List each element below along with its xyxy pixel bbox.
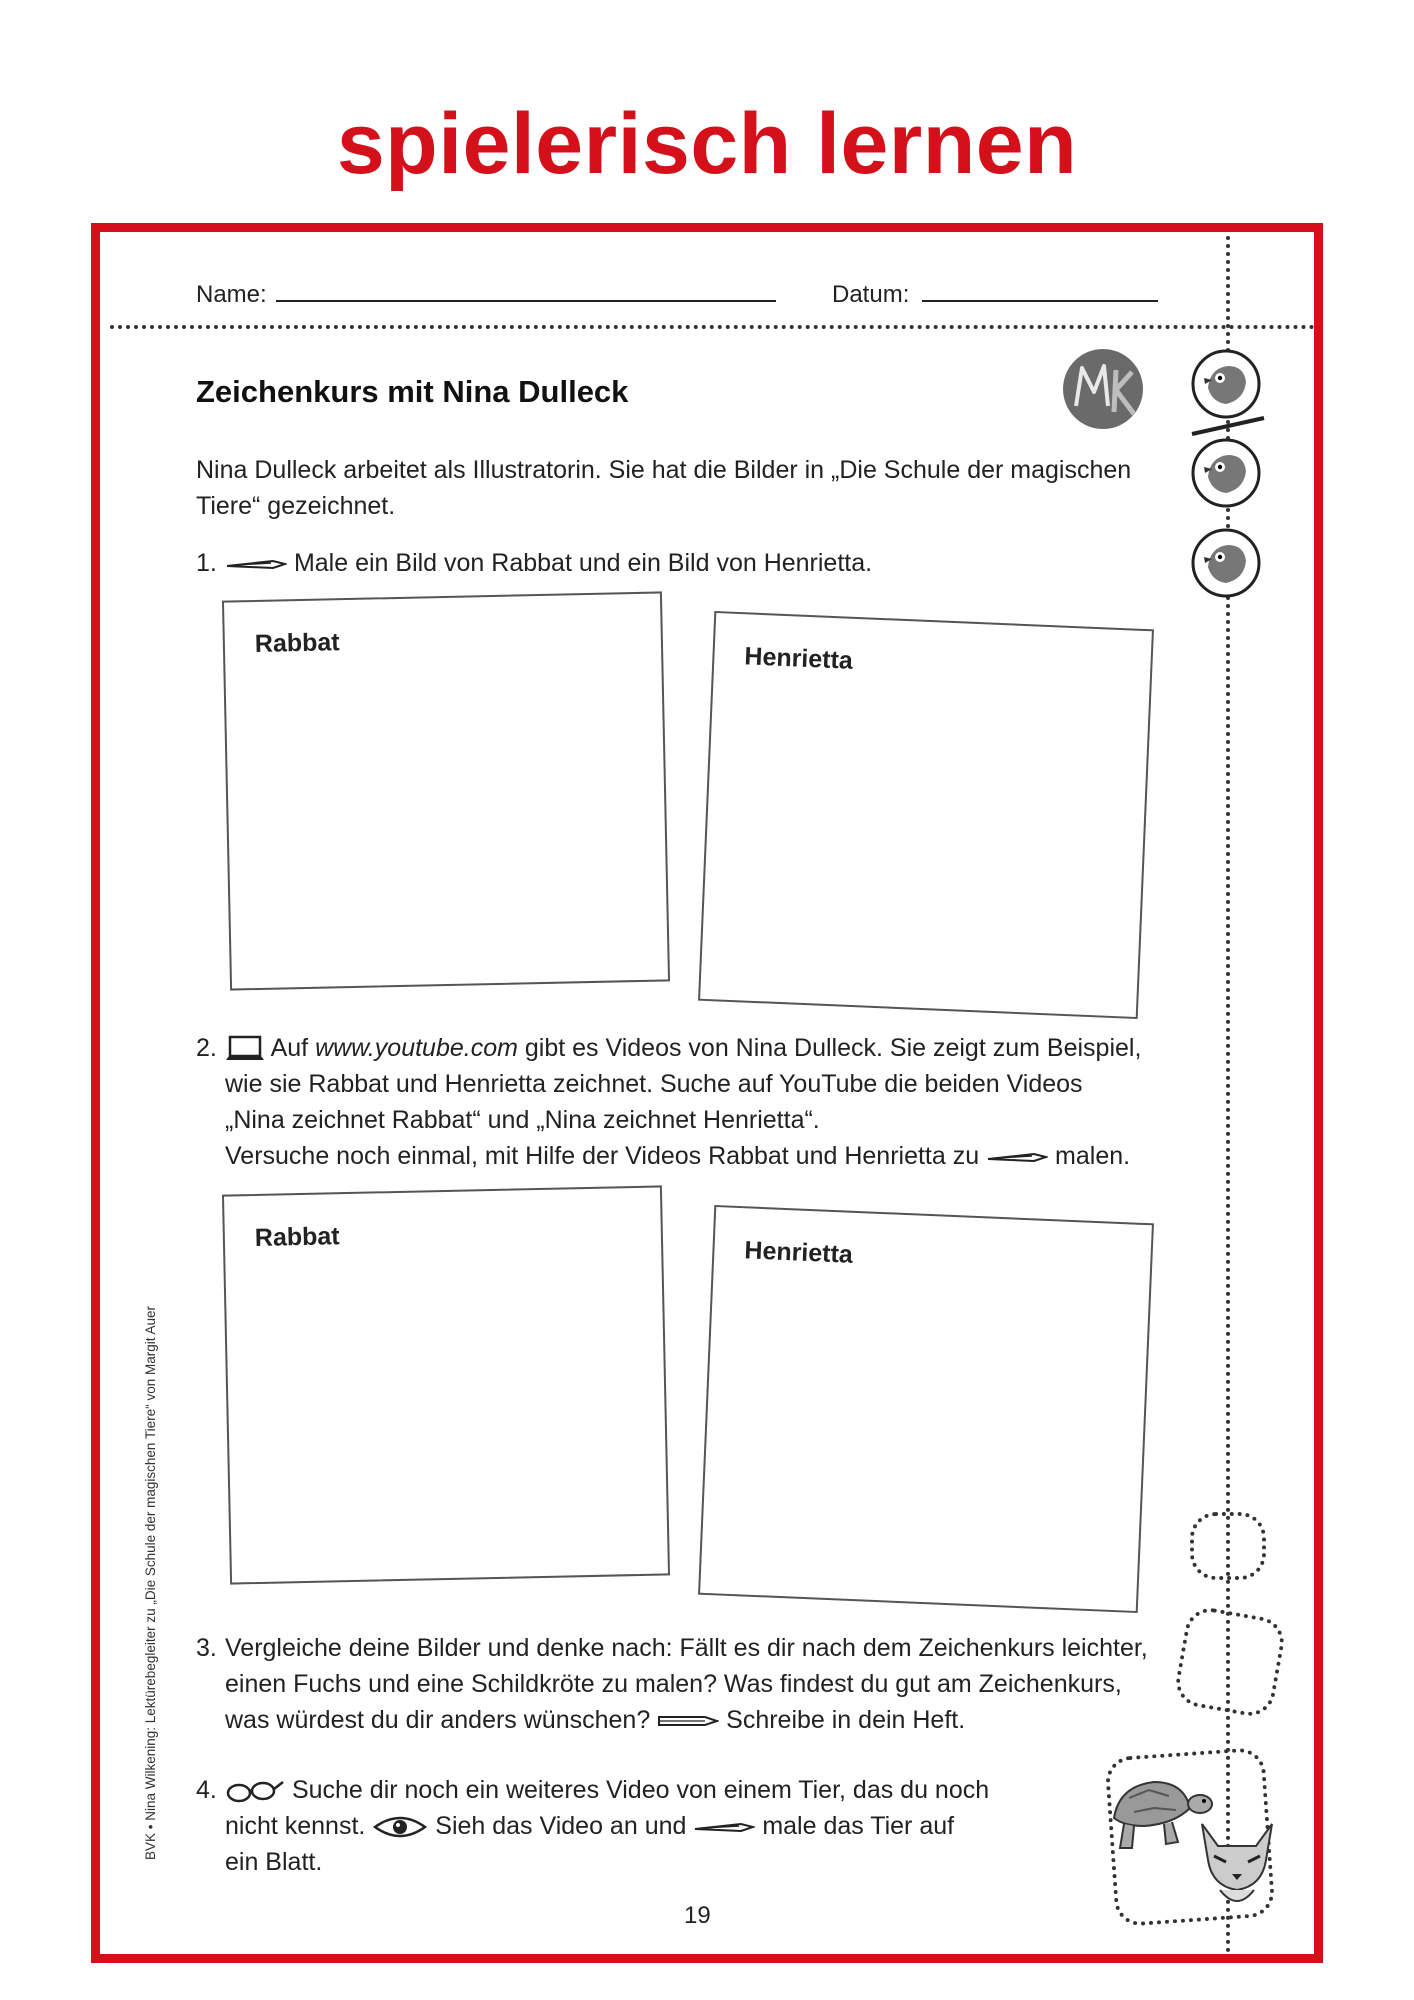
- fox-icon: [1192, 1816, 1282, 1916]
- task-4: [196, 1772, 1016, 1882]
- name-line[interactable]: [276, 300, 776, 302]
- youtube-url[interactable]: www.youtube.com: [315, 1034, 518, 1062]
- side-credit: BVK • Nina Wilkening: Lektürebegleiter zu „Die Schule der magischen Tiere“ von Margit Auer: [143, 1306, 158, 1860]
- intro-line: Tiere“ gezeichnet.: [196, 492, 396, 520]
- task-text: malen.: [1055, 1142, 1131, 1170]
- task-text: gibt es Videos von Nina Dulleck. Sie zeigt zum Beispiel,: [517, 1034, 1142, 1062]
- drawing-box-henrietta-1[interactable]: [698, 611, 1154, 1019]
- glasses-icon: [225, 1778, 285, 1804]
- task-3: [196, 1630, 1166, 1740]
- task-text: Male ein Bild von Rabbat und ein Bild von Henrietta.: [293, 549, 873, 577]
- date-label: Datum:: [832, 281, 910, 308]
- box-label: Henrietta: [743, 1236, 854, 1269]
- task-number: 4.: [196, 1776, 217, 1804]
- task-text: einen Fuchs und eine Schildkröte zu malen? Was findest du gut am Zeichenkurs,: [225, 1670, 1122, 1698]
- banner-title: spielerisch lernen: [336, 96, 1078, 192]
- pencil-icon: [225, 556, 287, 572]
- task-number: 3.: [196, 1634, 217, 1662]
- pencil-icon: [657, 1712, 719, 1730]
- task-text: Sieh das Video an und: [435, 1812, 687, 1840]
- intro-text: [196, 452, 1156, 524]
- box-label: Rabbat: [254, 628, 340, 658]
- header-divider: [110, 325, 1315, 329]
- intro-line: Nina Dulleck arbeitet als Illustratorin. Sie hat die Bilder in „Die Schule der magischen: [196, 456, 1132, 484]
- drawing-box-rabbat-2[interactable]: [222, 1185, 670, 1584]
- task-text: ein Blatt.: [225, 1848, 323, 1876]
- dotted-frame: [1190, 1512, 1266, 1580]
- pencil-icon: [986, 1149, 1048, 1165]
- task-text: Schreibe in dein Heft.: [726, 1706, 966, 1734]
- name-label: Name:: [196, 281, 267, 308]
- task-text: „Nina zeichnet Rabbat“ und „Nina zeichnet Henrietta“.: [225, 1106, 820, 1134]
- owl-slash: [1188, 414, 1268, 438]
- task-text: nicht kennst.: [225, 1812, 366, 1840]
- pencil-icon: [693, 1819, 755, 1835]
- owl-icon: [1190, 348, 1262, 420]
- task-number: 1.: [196, 549, 217, 577]
- task-text: Versuche noch einmal, mit Hilfe der Videos Rabbat und Henrietta zu: [225, 1142, 980, 1170]
- page-number: 19: [684, 1902, 711, 1929]
- mk-logo-icon: [1062, 348, 1144, 430]
- drawing-box-henrietta-2[interactable]: [698, 1205, 1154, 1613]
- eye-icon: [372, 1813, 428, 1841]
- task-2: [196, 1030, 1166, 1180]
- page-title: Zeichenkurs mit Nina Dulleck: [196, 374, 629, 409]
- task-text: Auf: [270, 1034, 316, 1062]
- task-number: 2.: [196, 1034, 217, 1062]
- task-text: male das Tier auf: [762, 1812, 955, 1840]
- box-label: Henrietta: [743, 642, 854, 675]
- dotted-frame: [1172, 1604, 1288, 1720]
- drawing-box-rabbat-1[interactable]: [222, 591, 670, 990]
- owl-icon: [1190, 437, 1262, 509]
- task-text: Suche dir noch ein weiteres Video von einem Tier, das du noch: [291, 1776, 990, 1804]
- task-text: Vergleiche deine Bilder und denke nach: Fällt es dir nach dem Zeichenkurs leichter,: [225, 1634, 1148, 1662]
- date-line[interactable]: [922, 300, 1158, 302]
- task-text: was würdest du dir anders wünschen?: [225, 1706, 651, 1734]
- laptop-icon: [225, 1034, 265, 1064]
- owl-icon: [1190, 527, 1262, 599]
- task-text: wie sie Rabbat und Henrietta zeichnet. Suche auf YouTube die beiden Videos: [225, 1070, 1083, 1098]
- box-label: Rabbat: [254, 1222, 340, 1252]
